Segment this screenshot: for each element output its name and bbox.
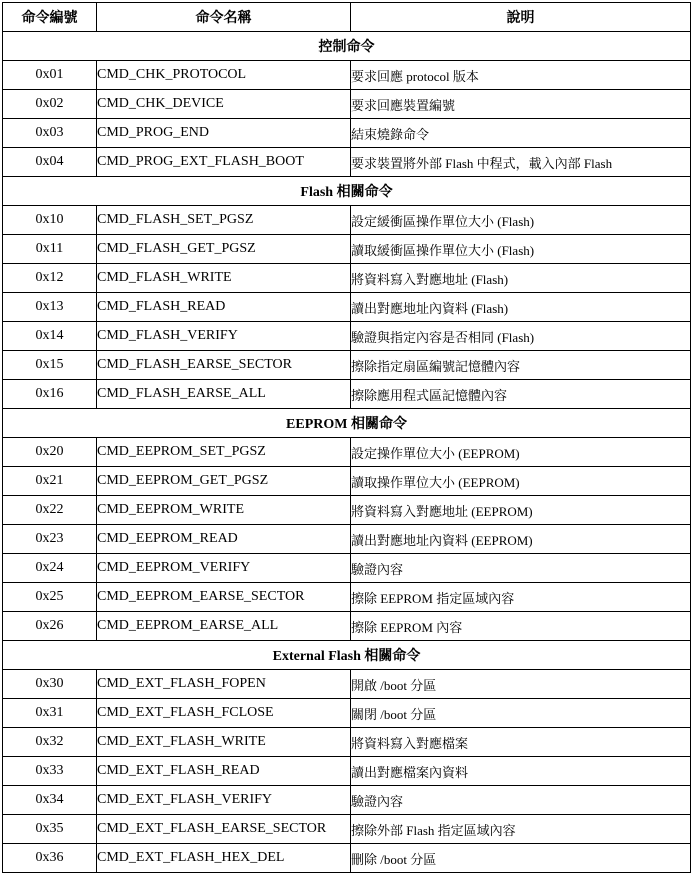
command-name-cell: CMD_FLASH_WRITE [97, 264, 351, 293]
table-row [3, 554, 691, 583]
table-row [3, 612, 691, 641]
command-desc-cell: 驗證與指定內容是否相同 (Flash) [351, 322, 691, 351]
table-row [3, 206, 691, 235]
command-desc-cell: 讀出對應地址內資料 (EEPROM) [351, 525, 691, 554]
command-code-cell: 0x30 [3, 670, 97, 699]
command-desc-cell: 驗證內容 [351, 786, 691, 815]
header-desc: 說明 [351, 3, 691, 32]
command-name-cell: CMD_EXT_FLASH_HEX_DEL [97, 844, 351, 873]
section-header-row [3, 177, 691, 206]
command-name-cell: CMD_FLASH_GET_PGSZ [97, 235, 351, 264]
command-name-cell: CMD_FLASH_READ [97, 293, 351, 322]
command-code-cell: 0x24 [3, 554, 97, 583]
command-code-cell: 0x15 [3, 351, 97, 380]
command-desc-cell: 設定操作單位大小 (EEPROM) [351, 438, 691, 467]
command-name-cell: CMD_EEPROM_EARSE_SECTOR [97, 583, 351, 612]
table-row [3, 119, 691, 148]
command-code-cell: 0x10 [3, 206, 97, 235]
command-code-cell: 0x14 [3, 322, 97, 351]
command-desc-cell: 將資料寫入對應地址 (EEPROM) [351, 496, 691, 525]
section-header-row [3, 32, 691, 61]
command-desc-cell: 擦除應用程式區記憶體內容 [351, 380, 691, 409]
table-row [3, 728, 691, 757]
command-name-cell: CMD_EXT_FLASH_READ [97, 757, 351, 786]
command-desc-cell: 設定緩衝區操作單位大小 (Flash) [351, 206, 691, 235]
command-name-cell: CMD_CHK_DEVICE [97, 90, 351, 119]
command-name-cell: CMD_EEPROM_GET_PGSZ [97, 467, 351, 496]
table-row [3, 380, 691, 409]
table-body [3, 32, 691, 873]
command-name-cell: CMD_EXT_FLASH_FCLOSE [97, 699, 351, 728]
command-name-cell: CMD_EXT_FLASH_EARSE_SECTOR [97, 815, 351, 844]
command-code-cell: 0x35 [3, 815, 97, 844]
section-header-row [3, 641, 691, 670]
command-desc-cell: 要求回應裝置編號 [351, 90, 691, 119]
command-code-cell: 0x01 [3, 61, 97, 90]
table-row [3, 351, 691, 380]
table-row [3, 844, 691, 873]
command-desc-cell: 讀取操作單位大小 (EEPROM) [351, 467, 691, 496]
table-row [3, 61, 691, 90]
section-title: 控制命令 [3, 32, 691, 61]
command-code-cell: 0x21 [3, 467, 97, 496]
command-desc-cell: 讀出對應地址內資料 (Flash) [351, 293, 691, 322]
table-row [3, 293, 691, 322]
command-code-cell: 0x34 [3, 786, 97, 815]
command-desc-cell: 擦除 EEPROM 指定區域內容 [351, 583, 691, 612]
section-header-row [3, 409, 691, 438]
command-code-cell: 0x22 [3, 496, 97, 525]
table-row [3, 322, 691, 351]
command-desc-cell: 擦除 EEPROM 內容 [351, 612, 691, 641]
table-row [3, 467, 691, 496]
command-code-cell: 0x36 [3, 844, 97, 873]
command-name-cell: CMD_EXT_FLASH_FOPEN [97, 670, 351, 699]
command-desc-cell: 讀出對應檔案內資料 [351, 757, 691, 786]
command-desc-cell: 要求回應 protocol 版本 [351, 61, 691, 90]
command-desc-cell: 擦除外部 Flash 指定區域內容 [351, 815, 691, 844]
table-row [3, 90, 691, 119]
command-name-cell: CMD_FLASH_EARSE_ALL [97, 380, 351, 409]
header-name: 命令名稱 [97, 3, 351, 32]
table-row [3, 525, 691, 554]
command-desc-cell: 將資料寫入對應地址 (Flash) [351, 264, 691, 293]
command-name-cell: CMD_EXT_FLASH_VERIFY [97, 786, 351, 815]
table-row [3, 148, 691, 177]
command-code-cell: 0x31 [3, 699, 97, 728]
table-row [3, 757, 691, 786]
command-desc-cell: 將資料寫入對應檔案 [351, 728, 691, 757]
command-name-cell: CMD_EEPROM_EARSE_ALL [97, 612, 351, 641]
command-code-cell: 0x03 [3, 119, 97, 148]
command-code-cell: 0x32 [3, 728, 97, 757]
command-code-cell: 0x02 [3, 90, 97, 119]
section-title: External Flash 相關命令 [3, 641, 691, 670]
command-code-cell: 0x04 [3, 148, 97, 177]
section-title: Flash 相關命令 [3, 177, 691, 206]
command-table [2, 2, 691, 873]
command-code-cell: 0x23 [3, 525, 97, 554]
command-desc-cell: 刪除 /boot 分區 [351, 844, 691, 873]
command-desc-cell: 結束燒錄命令 [351, 119, 691, 148]
command-code-cell: 0x25 [3, 583, 97, 612]
command-code-cell: 0x13 [3, 293, 97, 322]
command-desc-cell: 擦除指定扇區編號記憶體內容 [351, 351, 691, 380]
command-code-cell: 0x11 [3, 235, 97, 264]
command-name-cell: CMD_EEPROM_SET_PGSZ [97, 438, 351, 467]
command-name-cell: CMD_FLASH_VERIFY [97, 322, 351, 351]
command-name-cell: CMD_CHK_PROTOCOL [97, 61, 351, 90]
command-name-cell: CMD_EEPROM_READ [97, 525, 351, 554]
command-desc-cell: 開啟 /boot 分區 [351, 670, 691, 699]
command-desc-cell: 要求裝置將外部 Flash 中程式，載入內部 Flash [351, 148, 691, 177]
table-row [3, 496, 691, 525]
table-row [3, 235, 691, 264]
table-row [3, 815, 691, 844]
command-name-cell: CMD_EEPROM_VERIFY [97, 554, 351, 583]
table-row [3, 786, 691, 815]
command-code-cell: 0x12 [3, 264, 97, 293]
command-name-cell: CMD_FLASH_SET_PGSZ [97, 206, 351, 235]
table-row [3, 438, 691, 467]
command-code-cell: 0x20 [3, 438, 97, 467]
table-row [3, 264, 691, 293]
command-name-cell: CMD_PROG_END [97, 119, 351, 148]
command-name-cell: CMD_PROG_EXT_FLASH_BOOT [97, 148, 351, 177]
command-name-cell: CMD_FLASH_EARSE_SECTOR [97, 351, 351, 380]
table-row [3, 583, 691, 612]
command-code-cell: 0x33 [3, 757, 97, 786]
command-name-cell: CMD_EXT_FLASH_WRITE [97, 728, 351, 757]
command-code-cell: 0x16 [3, 380, 97, 409]
command-code-cell: 0x26 [3, 612, 97, 641]
command-desc-cell: 驗證內容 [351, 554, 691, 583]
table-header-row [3, 3, 691, 32]
command-name-cell: CMD_EEPROM_WRITE [97, 496, 351, 525]
table-row [3, 699, 691, 728]
header-code: 命令編號 [3, 3, 97, 32]
section-title: EEPROM 相關命令 [3, 409, 691, 438]
command-desc-cell: 關閉 /boot 分區 [351, 699, 691, 728]
table-row [3, 670, 691, 699]
command-desc-cell: 讀取緩衝區操作單位大小 (Flash) [351, 235, 691, 264]
